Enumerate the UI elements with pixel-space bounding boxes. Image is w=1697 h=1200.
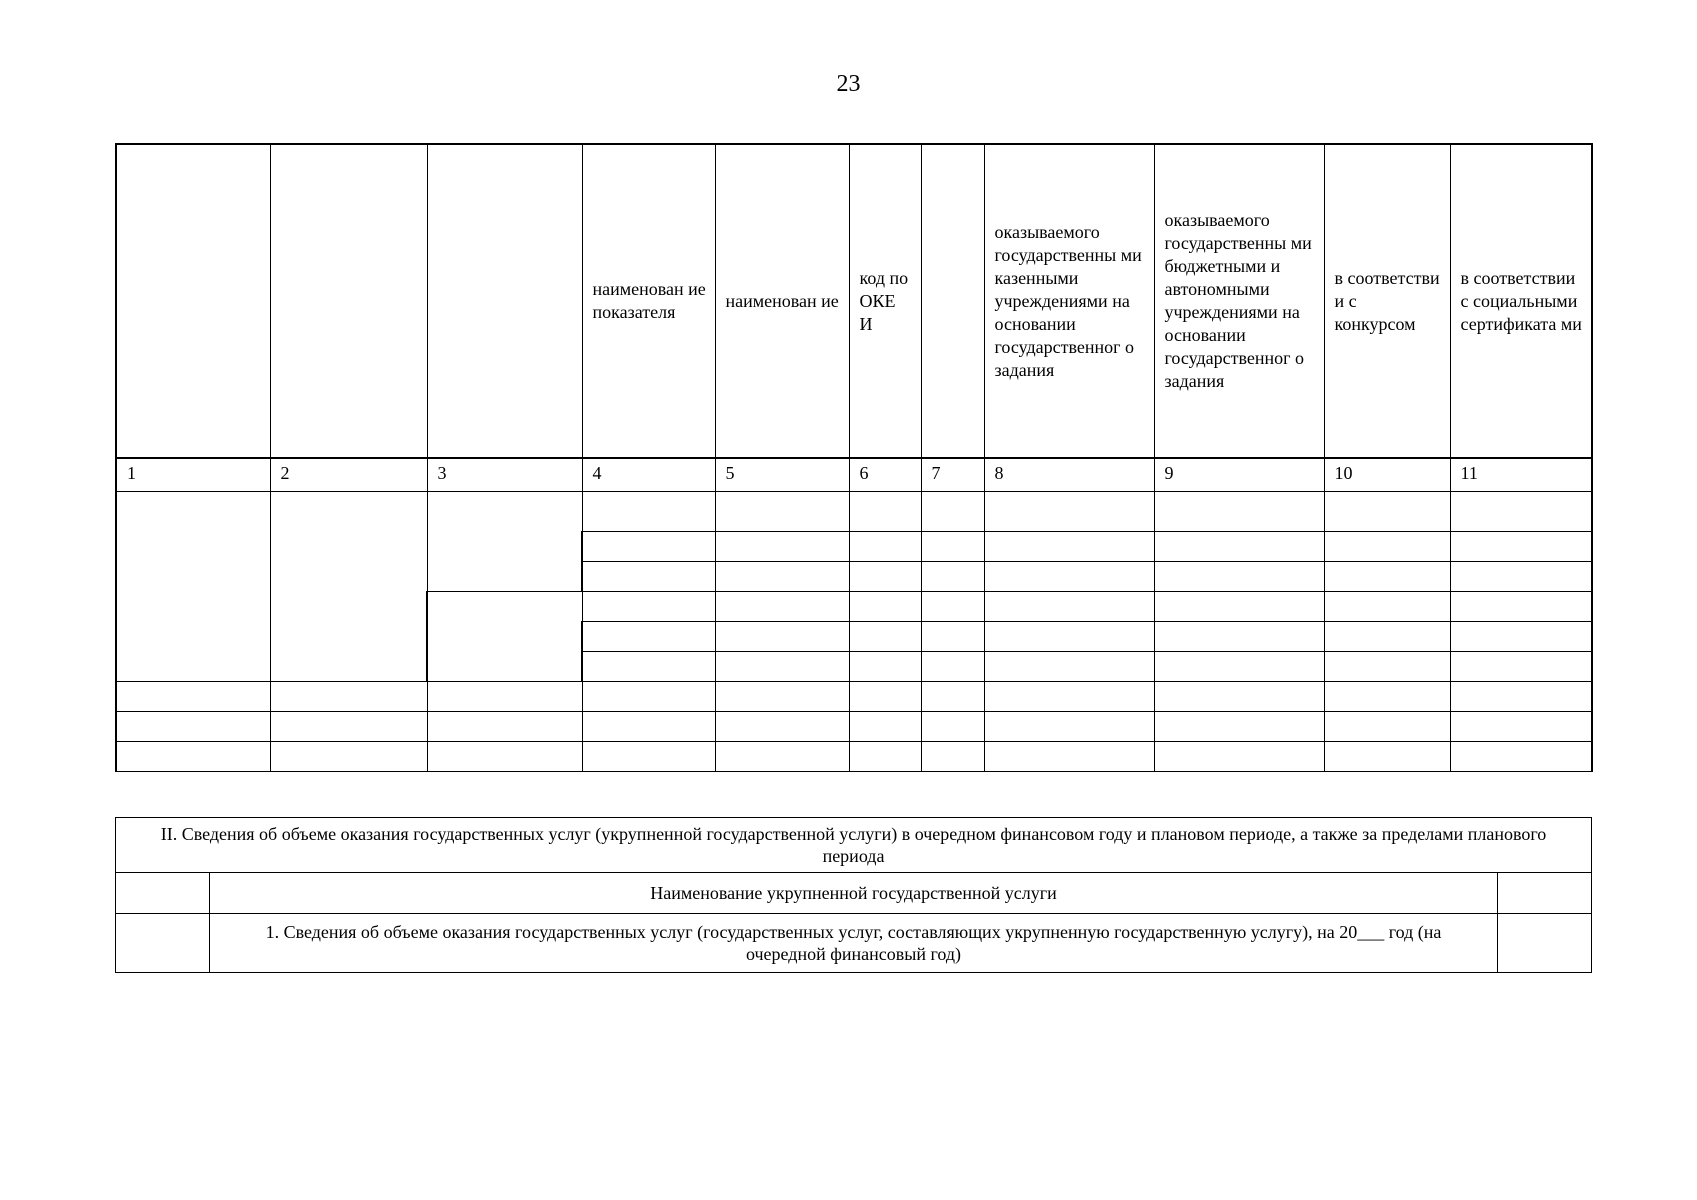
table-cell [582,562,715,592]
table-cell [1324,492,1450,532]
table-cell [582,532,715,562]
table-cell [849,682,921,712]
column-number-row [116,458,1592,492]
table-cell [921,532,984,562]
table-cell [270,712,427,742]
indicators-table [115,143,1593,772]
table-cell [984,532,1154,562]
table-cell [1324,562,1450,592]
table-cell [921,592,984,622]
table-cell [849,622,921,652]
table-cell [270,682,427,712]
column-number: 8 [984,458,1154,492]
column-number: 3 [427,458,582,492]
table-cell [1324,532,1450,562]
table-cell [1154,532,1324,562]
header-cell-7 [921,144,984,458]
table-cell [1450,622,1592,652]
table-cell [849,532,921,562]
table-cell [715,492,849,532]
header-cell-2 [270,144,427,458]
table-cell [427,682,582,712]
table-cell [984,622,1154,652]
table-cell [715,682,849,712]
header-cell-8: оказываемого государственны ми казенными учреждениями на основании государственног о задания [984,144,1154,458]
table-cell [1450,532,1592,562]
table-cell [116,914,210,973]
table-cell [1324,652,1450,682]
service-name-label: Наименование укрупненной государственной услуги [210,873,1498,914]
table-cell [427,592,582,682]
table-cell [116,873,210,914]
table-cell [1450,712,1592,742]
table-cell [849,492,921,532]
column-number: 9 [1154,458,1324,492]
table-cell [984,562,1154,592]
header-cell-11: в соответствии с социальными сертификата ми [1450,144,1592,458]
column-number: 5 [715,458,849,492]
table-cell [921,562,984,592]
column-number: 6 [849,458,921,492]
table-cell [1450,562,1592,592]
table-cell [715,742,849,772]
table-cell [1154,622,1324,652]
table-cell [582,712,715,742]
table-cell [849,742,921,772]
section-title-row [116,818,1592,873]
table-cell [1450,652,1592,682]
table-row [116,742,1592,772]
table-cell [1154,742,1324,772]
table-cell [715,592,849,622]
table-cell [1324,742,1450,772]
table-cell [1154,492,1324,532]
table-cell [1498,914,1592,973]
header-cell-10: в соответстви и с конкурсом [1324,144,1450,458]
table-cell [849,652,921,682]
table-cell [1324,682,1450,712]
table-cell [921,652,984,682]
table-cell [116,682,270,712]
column-number: 10 [1324,458,1450,492]
table-cell [921,492,984,532]
table-cell [715,622,849,652]
service-name-row [116,873,1592,914]
table-cell [849,562,921,592]
table-cell [715,532,849,562]
table-cell [921,742,984,772]
table-cell [1154,592,1324,622]
column-number: 4 [582,458,715,492]
table-cell [1450,682,1592,712]
table-cell [984,682,1154,712]
table-cell [921,712,984,742]
table-cell [1450,492,1592,532]
table-cell [1450,742,1592,772]
table-cell [427,742,582,772]
column-number: 1 [116,458,270,492]
column-number: 11 [1450,458,1592,492]
header-row [116,144,1592,458]
table-cell [984,712,1154,742]
table-cell [921,622,984,652]
table-cell [1498,873,1592,914]
table-cell [116,742,270,772]
table-cell [427,712,582,742]
table-cell [582,742,715,772]
table-cell [1154,562,1324,592]
subsection-title: 1. Сведения об объеме оказания государственных услуг (государственных услуг, составляющих укрупненную государственную услугу), на 20___ год (на очередной финансовый год) [210,914,1498,973]
table-cell [582,622,715,652]
table-cell [116,492,270,682]
table-cell [582,592,715,622]
header-cell-5: наименован ие [715,144,849,458]
table-cell [1450,592,1592,622]
table-cell [582,652,715,682]
table-cell [427,492,582,592]
table-cell [984,652,1154,682]
table-row [116,682,1592,712]
table-cell [1324,712,1450,742]
section-ii-table [115,817,1592,973]
table-cell [984,592,1154,622]
table-cell [270,492,427,682]
table-row [116,712,1592,742]
column-number: 2 [270,458,427,492]
table-cell [582,492,715,532]
table-cell [582,682,715,712]
table-cell [1154,652,1324,682]
table-cell [984,742,1154,772]
table-cell [715,652,849,682]
table-cell [849,712,921,742]
header-cell-3 [427,144,582,458]
header-cell-6: код по ОКЕ И [849,144,921,458]
table-row [116,492,1592,532]
table-cell [715,712,849,742]
section-title: II. Сведения об объеме оказания государственных услуг (укрупненной государственной услуги) в очередном финансовом году и плановом периоде, а также за пределами планового периода [116,818,1592,873]
subsection-row [116,914,1592,973]
table-cell [984,492,1154,532]
table-cell [116,712,270,742]
table-cell [1154,712,1324,742]
header-cell-1 [116,144,270,458]
page-number: 23 [836,71,861,97]
header-cell-4: наименован ие показателя [582,144,715,458]
table-cell [1324,592,1450,622]
header-cell-9: оказываемого государственны ми бюджетными и автономными учреждениями на основании государственног о задания [1154,144,1324,458]
column-number: 7 [921,458,984,492]
table-cell [849,592,921,622]
table-cell [1324,622,1450,652]
table-cell [270,742,427,772]
table-cell [921,682,984,712]
table-cell [715,562,849,592]
table-cell [1154,682,1324,712]
